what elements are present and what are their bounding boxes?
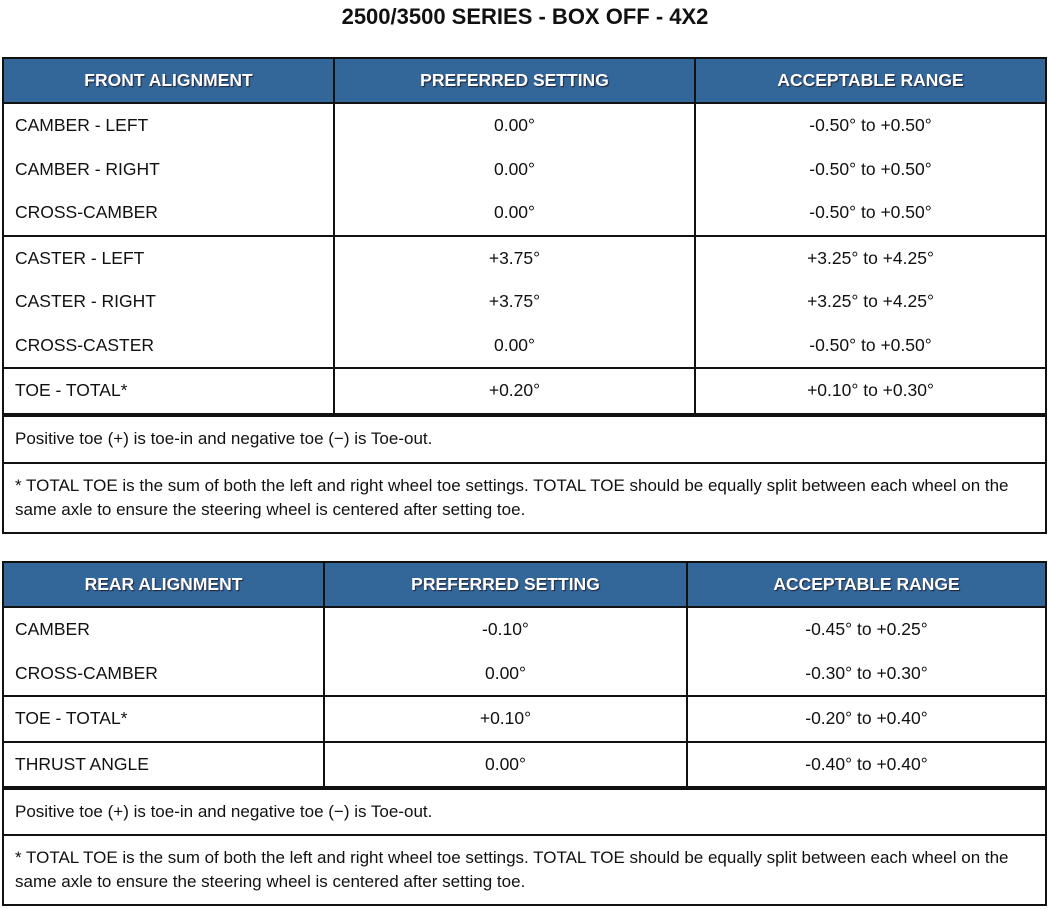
parameter-cell <box>4 697 323 741</box>
cell-text: 0.00° <box>493 115 536 136</box>
cell-text: CROSS-CAMBER <box>15 662 158 683</box>
parameter-cell <box>4 369 333 413</box>
rear-alignment-table <box>2 561 1047 906</box>
cell-text: -0.50° to +0.50° <box>809 158 932 179</box>
row-group <box>4 235 1045 368</box>
cell-text: -0.50° to +0.50° <box>809 115 932 136</box>
cell-text: 0.00° <box>493 334 536 355</box>
cell-text: 0.00° <box>493 158 536 179</box>
header-row <box>4 59 1045 102</box>
row-group <box>4 606 1045 695</box>
cell-text: 0.00° <box>484 753 527 774</box>
row-group <box>4 102 1045 235</box>
cell-text: +3.25° to +4.25° <box>807 291 934 312</box>
column-header: FRONT ALIGNMENT <box>84 70 253 90</box>
preferred-setting-cell <box>333 237 694 368</box>
cell-text: CASTER - LEFT <box>15 247 145 268</box>
cell-text: CAMBER - LEFT <box>15 115 149 136</box>
total-toe-footnote: * TOTAL TOE is the sum of both the left and right wheel toe settings. TOTAL TOE should be equally split between each wheel on the same axle to ensure the steering wheel is centered after setting toe. <box>4 462 1045 532</box>
parameter-cell <box>4 237 333 368</box>
acceptable-range-cell <box>686 697 1045 741</box>
acceptable-range-cell <box>694 237 1045 368</box>
cell-text: -0.40° to +0.40° <box>805 753 928 774</box>
cell-text: -0.45° to +0.25° <box>805 619 928 640</box>
cell-text: CAMBER - RIGHT <box>15 158 160 179</box>
column-header: PREFERRED SETTING <box>323 563 686 606</box>
header-row <box>4 563 1045 606</box>
column-header: ACCEPTABLE RANGE <box>694 59 1045 102</box>
parameter-cell <box>4 608 323 695</box>
cell-text: 0.00° <box>493 202 536 223</box>
front-alignment-table <box>2 57 1047 534</box>
cell-text: +0.10° to +0.30° <box>807 380 934 401</box>
cell-text: +3.75° <box>488 247 541 268</box>
cell-text: +3.75° <box>488 291 541 312</box>
column-header: ACCEPTABLE RANGE <box>686 563 1045 606</box>
cell-text: +3.25° to +4.25° <box>807 247 934 268</box>
page-title: 2500/3500 SERIES - BOX OFF - 4X2 <box>341 4 709 29</box>
cell-text: 0.00° <box>484 662 527 683</box>
cell-text: CROSS-CAMBER <box>15 202 158 223</box>
column-header: PREFERRED SETTING <box>333 59 694 102</box>
cell-text: TOE - TOTAL* <box>15 380 128 401</box>
cell-text: -0.30° to +0.30° <box>805 662 928 683</box>
cell-text: -0.50° to +0.50° <box>809 334 932 355</box>
acceptable-range-cell <box>694 369 1045 413</box>
cell-text: +0.20° <box>488 380 541 401</box>
toe-note: Positive toe (+) is toe-in and negative toe (−) is Toe-out. <box>4 413 1045 462</box>
cell-text: -0.20° to +0.40° <box>805 708 928 729</box>
preferred-setting-cell <box>333 104 694 235</box>
cell-text: CAMBER <box>15 619 90 640</box>
preferred-setting-cell <box>323 608 686 695</box>
preferred-setting-cell <box>323 743 686 787</box>
acceptable-range-cell <box>686 743 1045 787</box>
acceptable-range-cell <box>694 104 1045 235</box>
row-group <box>4 367 1045 413</box>
preferred-setting-cell <box>333 369 694 413</box>
acceptable-range-cell <box>686 608 1045 695</box>
column-header: REAR ALIGNMENT <box>84 574 243 594</box>
parameter-cell <box>4 104 333 235</box>
total-toe-footnote: * TOTAL TOE is the sum of both the left and right wheel toe settings. TOTAL TOE should be equally split between each wheel on the same axle to ensure the steering wheel is centered after setting toe. <box>4 834 1045 904</box>
row-group <box>4 695 1045 741</box>
toe-note: Positive toe (+) is toe-in and negative toe (−) is Toe-out. <box>4 786 1045 834</box>
cell-text: CASTER - RIGHT <box>15 291 156 312</box>
cell-text: +0.10° <box>479 708 532 729</box>
parameter-cell <box>4 743 323 787</box>
cell-text: -0.10° <box>482 619 529 640</box>
preferred-setting-cell <box>323 697 686 741</box>
row-group <box>4 741 1045 787</box>
cell-text: THRUST ANGLE <box>15 753 149 774</box>
cell-text: CROSS-CASTER <box>15 334 155 355</box>
cell-text: -0.50° to +0.50° <box>809 202 932 223</box>
cell-text: TOE - TOTAL* <box>15 708 128 729</box>
